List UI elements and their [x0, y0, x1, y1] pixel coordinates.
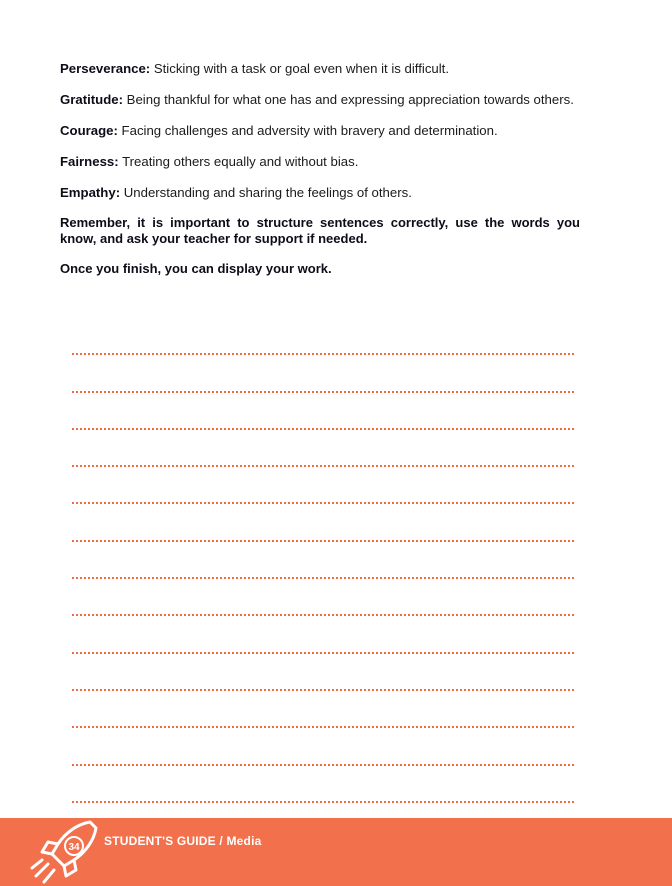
writing-line[interactable] [72, 467, 574, 504]
finish-note: Once you finish, you can display your work. [60, 261, 332, 276]
writing-line[interactable] [72, 355, 574, 392]
writing-line[interactable] [72, 318, 574, 355]
definition-fairness [60, 153, 580, 170]
definition-text: Understanding and sharing the feelings of others. [120, 185, 412, 200]
definition-term: Gratitude: [60, 92, 124, 107]
writing-line[interactable] [72, 616, 574, 653]
writing-line[interactable] [72, 691, 574, 728]
writing-line[interactable] [72, 766, 574, 803]
page-number-badge: 34 [64, 836, 84, 856]
writing-line[interactable] [72, 579, 574, 616]
definitions-section [60, 60, 580, 291]
writing-line[interactable] [72, 542, 574, 579]
writing-lines[interactable] [72, 318, 574, 803]
writing-line[interactable] [72, 504, 574, 541]
writing-line[interactable] [72, 654, 574, 691]
guide-title: STUDENT'S GUIDE [104, 834, 216, 848]
definition-perseverance [60, 60, 580, 77]
definition-text: Sticking with a task or goal even when it is difficult. [150, 61, 450, 76]
writing-line[interactable] [72, 393, 574, 430]
page-footer [0, 818, 672, 886]
footer-title [104, 834, 262, 848]
writing-line[interactable] [72, 728, 574, 765]
definition-text: Facing challenges and adversity with bravery and determination. [117, 123, 498, 138]
reminder-note: Remember, it is important to structure sentences correctly, use the words you know, and ask your teacher for support if needed. [60, 215, 580, 246]
definition-courage [60, 122, 580, 139]
definition-term: Empathy: [60, 185, 121, 200]
guide-section: / Media [215, 834, 262, 848]
writing-line[interactable] [72, 430, 574, 467]
definition-term: Courage: [60, 123, 118, 138]
definition-gratitude [60, 91, 580, 108]
definition-term: Fairness: [60, 154, 119, 169]
definition-empathy [60, 184, 580, 201]
definition-text: Treating others equally and without bias. [118, 154, 359, 169]
definition-text: Being thankful for what one has and expressing appreciation towards others. [123, 92, 574, 107]
definition-term: Perseverance: [60, 61, 151, 76]
